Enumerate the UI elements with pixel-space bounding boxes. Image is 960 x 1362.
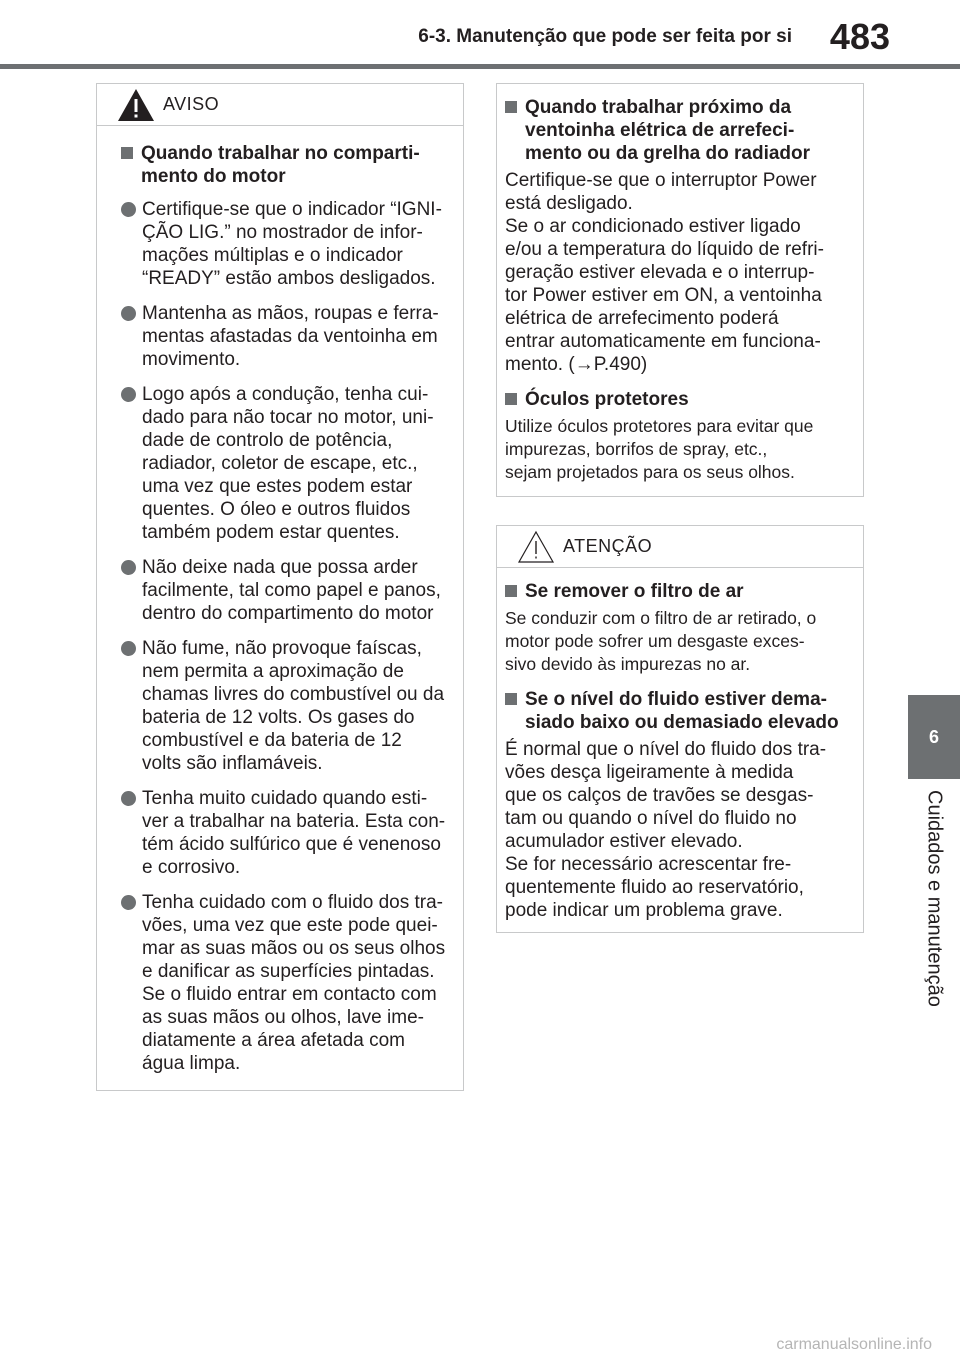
caution-triangle-icon xyxy=(517,530,555,564)
watermark: carmanualsonline.info xyxy=(776,1336,932,1353)
section-title: Óculos protetores xyxy=(525,389,689,410)
section-text: Se conduzir com o filtro de ar retirado, o motor pode sofrer um desgaste exces- sivo devido às impurezas no ar. xyxy=(505,608,817,674)
bullet-dot-icon xyxy=(121,560,136,575)
list-item xyxy=(121,383,451,544)
section-heading xyxy=(505,96,853,165)
bullet-dot-icon xyxy=(121,387,136,402)
section-title: Se o nível do fluido estiver dema- siado baixo ou demasiado elevado xyxy=(525,689,839,733)
bullet-dot-icon xyxy=(121,791,136,806)
list-item xyxy=(121,302,451,371)
section-text: É normal que o nível do fluido dos tra- vões desça ligeiramente à medida que os calços de travões se desgas- tam ou quando o nível do fluido no acumulador estiver elevado. Se for necessário acrescentar fre- quentemente fluido ao reservatório, pode indicar um problema grave. xyxy=(505,739,827,921)
square-bullet-icon xyxy=(505,101,517,113)
square-bullet-icon xyxy=(505,693,517,705)
bullet-dot-icon xyxy=(121,641,136,656)
square-bullet-icon xyxy=(505,393,517,405)
page-number: 483 xyxy=(829,16,890,57)
chapter-title: Cuidados e manutenção xyxy=(923,790,946,1007)
section-heading xyxy=(505,688,853,734)
atencao-caution-box xyxy=(496,525,864,933)
section-title: Quando trabalhar próximo da ventoinha elétrica de arrefeci- mento ou da grelha do radiador xyxy=(525,97,811,164)
aviso-header xyxy=(97,84,463,126)
list-item xyxy=(121,637,451,775)
aviso-continued-box xyxy=(496,83,864,497)
bullet-text: Não fume, não provoque faíscas, nem permita a aproximação de chamas livres do combustível ou da bateria de 12 volts. Os gases do combustível e da bateria de 12 volts são inflamáveis. xyxy=(142,638,445,774)
header-divider xyxy=(0,64,960,69)
bullet-dot-icon xyxy=(121,306,136,321)
list-item xyxy=(121,891,451,1075)
bullet-dot-icon xyxy=(121,202,136,217)
aviso-warning-box xyxy=(96,83,464,1091)
aviso-title: AVISO xyxy=(163,94,220,114)
bullet-text: Não deixe nada que possa arder facilmente, tal como papel e panos, dentro do compartimento do motor xyxy=(142,557,441,624)
list-item xyxy=(121,556,451,625)
section-heading xyxy=(505,388,853,411)
chapter-tab xyxy=(908,695,960,779)
atencao-header xyxy=(497,526,863,568)
chapter-number: 6 xyxy=(928,726,939,747)
section-title: Quando trabalhar no comparti- mento do motor xyxy=(141,143,420,187)
bullet-text: Tenha muito cuidado quando esti- ver a trabalhar na bateria. Esta con- tém ácido sulfúrico que é venenoso e corrosivo. xyxy=(142,788,446,878)
bullet-text: Tenha cuidado com o fluido dos tra- vões, uma vez que este pode quei- mar as suas mãos ou os seus olhos e danificar as superfícies pintadas. Se o fluido entrar em contacto com as suas mãos ou olhos, lave ime- diatamente a área afetada com água limpa. xyxy=(142,892,446,1074)
bullet-text: Mantenha as mãos, roupas e ferra- mentas afastadas da ventoinha em movimento. xyxy=(142,303,439,370)
section-text: Certifique-se que o interruptor Power está desligado. Se o ar condicionado estiver ligado e/ou a temperatura do líquido de refri- geração estiver elevada e o interrup- tor Power estiver em ON, a ventoinha elétrica de arrefecimento poderá entrar automaticamente em funciona- mento. (→P.490) xyxy=(505,170,824,375)
bullet-text: Logo após a condução, tenha cui- dado para não tocar no motor, uni- dade de controlo de potência, radiador, coletor de escape, etc., uma vez que estes podem estar quentes. O óleo e outros fluidos também podem estar quentes. xyxy=(142,384,434,543)
section-text: Utilize óculos protetores para evitar que impurezas, borrifos de spray, etc., sejam projetados para os seus olhos. xyxy=(505,416,814,482)
warning-triangle-icon xyxy=(117,88,155,122)
section-title: Se remover o filtro de ar xyxy=(525,581,744,602)
square-bullet-icon xyxy=(121,147,133,159)
section-header-title: 6-3. Manutenção que pode ser feita por si xyxy=(418,26,792,47)
aviso-section-heading xyxy=(121,142,451,188)
section-heading xyxy=(505,580,853,603)
list-item xyxy=(121,787,451,879)
bullet-dot-icon xyxy=(121,895,136,910)
atencao-title: ATENÇÃO xyxy=(563,536,653,556)
bullet-text: Certifique-se que o indicador “IGNI- ÇÃO LIG.” no mostrador de infor- mações múltiplas e o indicador “READY” estão ambos desligados. xyxy=(142,199,442,289)
square-bullet-icon xyxy=(505,585,517,597)
list-item xyxy=(121,198,451,290)
